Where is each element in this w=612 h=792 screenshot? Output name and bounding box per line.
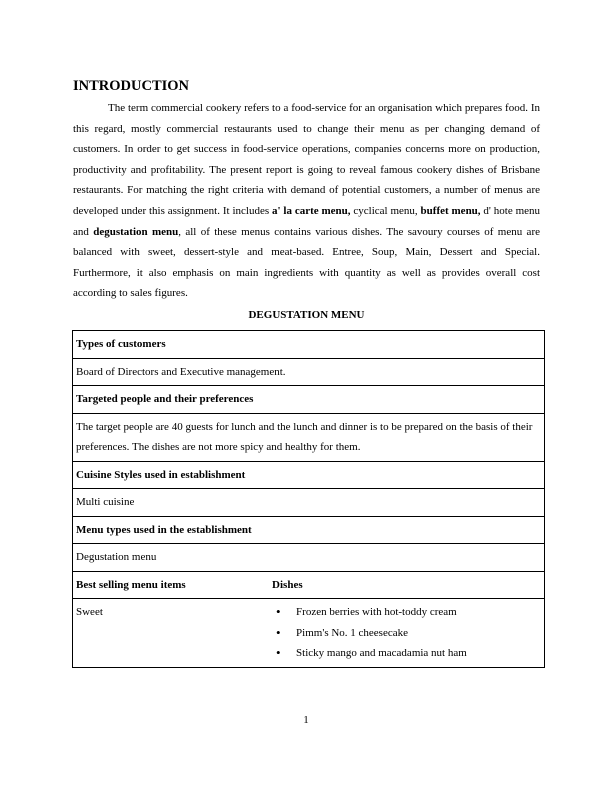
dishes-header: Dishes — [269, 571, 544, 599]
table-row — [73, 516, 545, 544]
best-selling-header: Best selling menu items — [73, 571, 270, 599]
table-title: DEGUSTATION MENU — [248, 309, 365, 321]
intro-paragraph — [73, 98, 540, 304]
dishes-list — [272, 602, 541, 664]
table-row — [73, 331, 545, 359]
dishes-cell — [269, 599, 544, 668]
category-cell: Sweet — [73, 599, 270, 668]
intro-text-2: cyclical menu, — [350, 204, 421, 217]
table-row — [73, 358, 545, 386]
list-item: • Pimm's No. 1 cheesecake — [272, 623, 541, 644]
table-row — [73, 489, 545, 517]
intro-bold-3: degustation menu — [93, 225, 179, 238]
intro-text-3: d' hote menu and — [73, 204, 541, 238]
customers-value: Board of Directors and Executive management. — [73, 358, 545, 386]
targeted-value: The target people are 40 guests for lunch and the lunch and dinner is to be prepared on the basis of their preferences. The dishes are not more spicy and healthy for them. — [73, 413, 545, 461]
page-number: 1 — [303, 714, 309, 726]
cuisine-header: Cuisine Styles used in establishment — [73, 461, 545, 489]
list-item: • Sticky mango and macadamia nut ham — [272, 643, 541, 664]
intro-text-4: , all of these menus contains various dishes. The savoury courses of menu are balanced with sweet, dessert-style and meat-based. Entree, Soup, Main, Dessert and Special. Furthermore, it also emphasis on main ingredients with quantity as well as provides overall cost according to sales figures. — [73, 225, 540, 300]
table-row — [73, 544, 545, 572]
intro-bold-1: a' la carte menu, — [271, 204, 351, 217]
table-row — [73, 386, 545, 414]
cuisine-value: Multi cuisine — [73, 489, 545, 517]
intro-text-1: The term commercial cookery refers to a food-service for an organisation which prepares food. In this regard, mostly commercial restaurants used to change their menu as per changing demand of customers. In order to get success in food-service operations, companies concerns more on production, productivity and profitability. The present report is going to reveal famous cookery dishes of Brisbane restaurants. For matching the right criteria with demand of potential customers, a number of menus are developed under this assignment. It includes — [73, 102, 540, 217]
table-row — [73, 413, 545, 461]
customers-header: Types of customers — [73, 331, 545, 359]
intro-bold-2: buffet menu, — [420, 204, 481, 217]
table-row — [73, 461, 545, 489]
menu-types-header: Menu types used in the establishment — [73, 516, 545, 544]
section-heading: INTRODUCTION — [73, 78, 190, 94]
targeted-header: Targeted people and their preferences — [73, 386, 545, 414]
table-row — [73, 599, 545, 668]
table-row — [73, 571, 545, 599]
menu-types-value: Degustation menu — [73, 544, 545, 572]
degustation-table — [72, 330, 545, 668]
list-item: • Frozen berries with hot-toddy cream — [272, 602, 541, 623]
